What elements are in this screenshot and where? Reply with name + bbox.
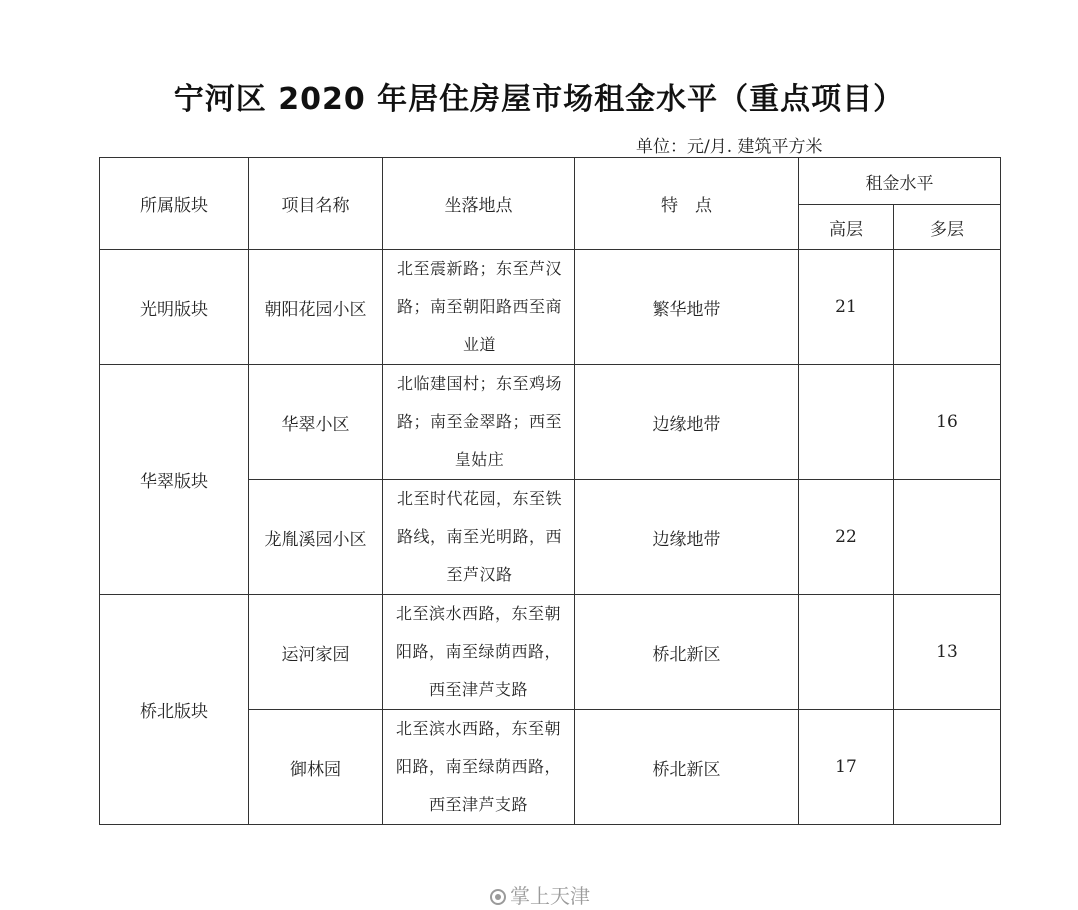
- project-feature: 边缘地带: [575, 480, 799, 595]
- unit-note: 单位：元/月. 建筑平方米: [636, 137, 823, 157]
- header-location: 坐落地点: [383, 158, 575, 250]
- header-project: 项目名称: [249, 158, 383, 250]
- project-feature: 繁华地带: [575, 250, 799, 365]
- header-rent-level: 租金水平: [799, 158, 1001, 205]
- rent-multi-story: [894, 250, 1001, 365]
- project-location: 北至滨水西路，东至朝阳路，南至绿荫西路，西至津芦支路: [383, 710, 575, 825]
- watermark: [490, 880, 590, 909]
- table-row: [100, 595, 1001, 710]
- rent-high-rise: 17: [799, 710, 894, 825]
- rent-high-rise: [799, 365, 894, 480]
- rent-multi-story: 16: [894, 365, 1001, 480]
- rent-multi-story: [894, 710, 1001, 825]
- table-row: [100, 250, 1001, 365]
- project-location: 北至震新路；东至芦汉路；南至朝阳路西至商业道: [383, 250, 575, 365]
- weibo-icon: [490, 889, 506, 905]
- project-feature: 桥北新区: [575, 710, 799, 825]
- project-location: 北至时代花园，东至铁路线，南至光明路，西至芦汉路: [383, 480, 575, 595]
- block-name: 光明版块: [100, 250, 249, 365]
- header-feature: 特 点: [575, 158, 799, 250]
- rent-table: [99, 157, 1001, 825]
- watermark-text: 掌上天津: [510, 884, 590, 908]
- project-feature: 边缘地带: [575, 365, 799, 480]
- table-row: [100, 365, 1001, 480]
- rent-multi-story: 13: [894, 595, 1001, 710]
- header-row: [100, 158, 1001, 205]
- rent-multi-story: [894, 480, 1001, 595]
- project-location: 北至滨水西路，东至朝阳路，南至绿荫西路，西至津芦支路: [383, 595, 575, 710]
- rent-high-rise: 22: [799, 480, 894, 595]
- project-name: 龙胤溪园小区: [249, 480, 383, 595]
- project-name: 朝阳花园小区: [249, 250, 383, 365]
- header-multi-story: 多层: [894, 205, 1001, 250]
- project-name: 华翠小区: [249, 365, 383, 480]
- project-name: 御林园: [249, 710, 383, 825]
- project-name: 运河家园: [249, 595, 383, 710]
- block-name: 华翠版块: [100, 365, 249, 595]
- rent-high-rise: [799, 595, 894, 710]
- rent-high-rise: 21: [799, 250, 894, 365]
- project-location: 北临建国村；东至鸡场路；南至金翠路；西至皇姑庄: [383, 365, 575, 480]
- block-name: 桥北版块: [100, 595, 249, 825]
- header-block: 所属版块: [100, 158, 249, 250]
- page-title: 宁河区 2020 年居住房屋市场租金水平（重点项目）: [173, 82, 905, 117]
- header-high-rise: 高层: [799, 205, 894, 250]
- project-feature: 桥北新区: [575, 595, 799, 710]
